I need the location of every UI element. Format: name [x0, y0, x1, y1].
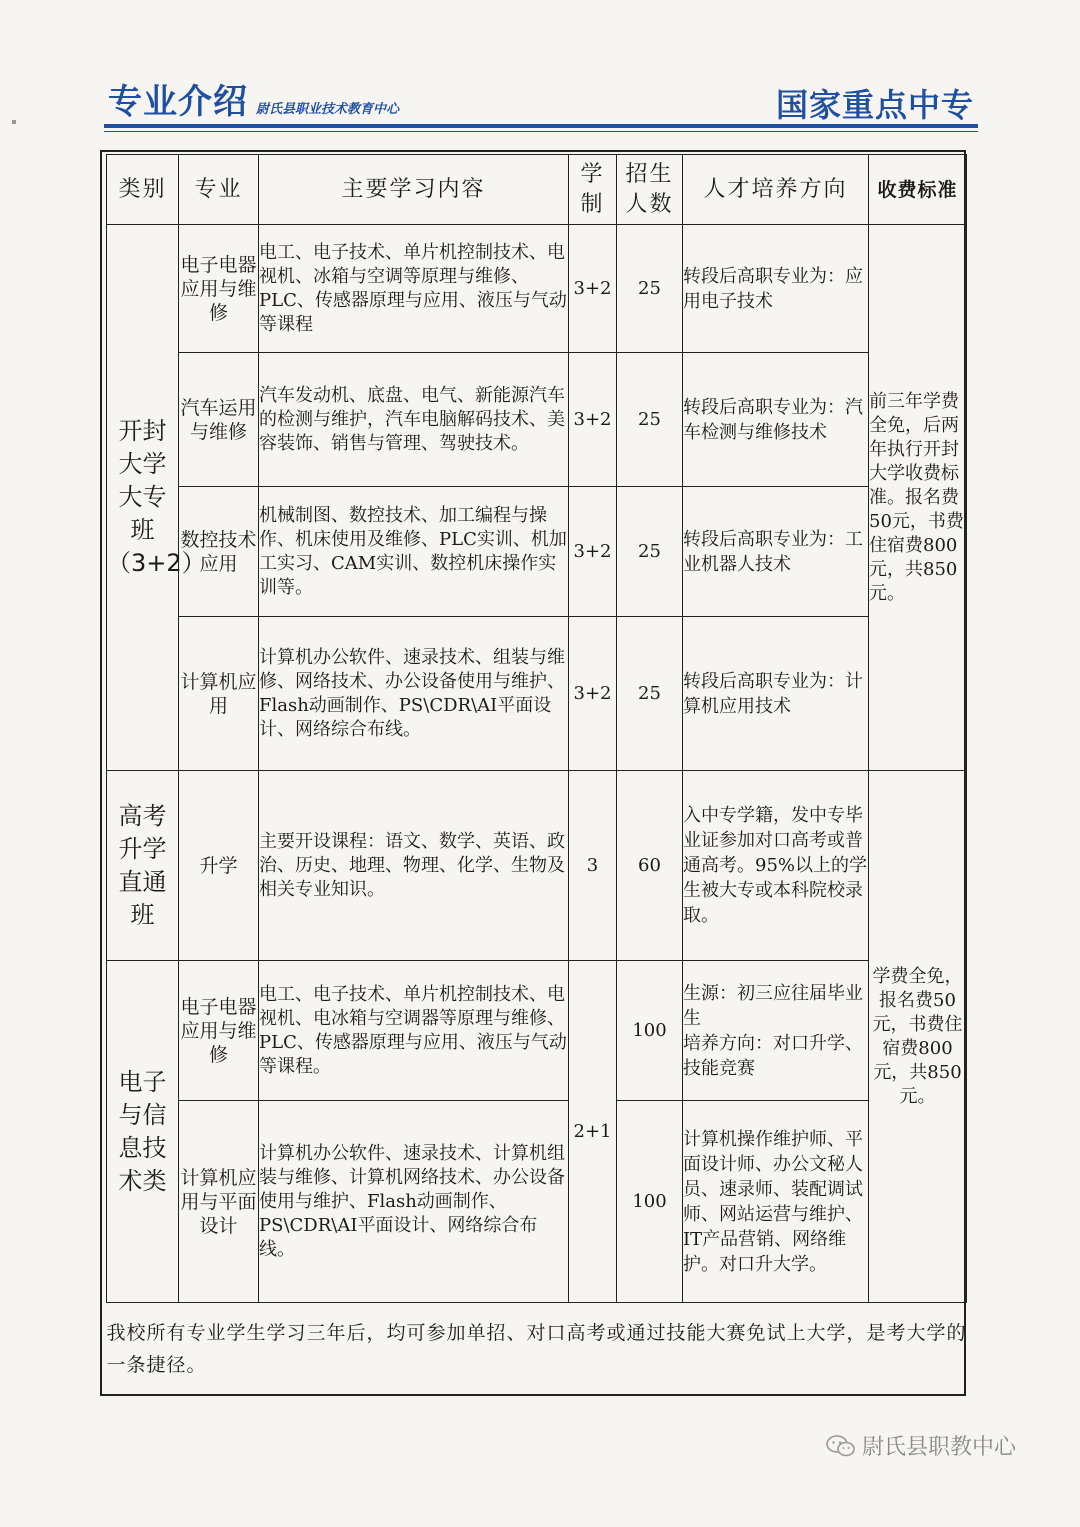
- direction-cell: 转段后高职专业为：工业机器人技术: [683, 487, 869, 617]
- header-fee: 收费标准: [869, 155, 967, 225]
- years-cell: 3: [569, 771, 617, 961]
- major-table: [106, 154, 967, 1395]
- header-category: 类别: [107, 155, 179, 225]
- fee-cell: 学费全免，报名费50元，书费住宿费800元，共850元。: [869, 771, 967, 1303]
- direction-cell: 转段后高职专业为：汽车检测与维修技术: [683, 353, 869, 487]
- category-cell: 电子与信息技术类: [107, 961, 179, 1303]
- enroll-cell: 100: [617, 1101, 683, 1303]
- content-cell: 电工、电子技术、单片机控制技术、电视机、冰箱与空调等原理与维修、PLC、传感器原理与应用、液压与气动等课程: [259, 225, 569, 353]
- direction-cell: 入中专学籍，发中专毕业证参加对口高考或普通高考。95%以上的学生被大专或本科院校录取。: [683, 771, 869, 961]
- major-cell: 升学: [179, 771, 259, 961]
- direction-cell: 转段后高职专业为：应用电子技术: [683, 225, 869, 353]
- direction-cell: 生源：初三应往届毕业生 培养方向：对口升学、技能竞赛: [683, 961, 869, 1101]
- header-major: 专业: [179, 155, 259, 225]
- table-row: [107, 1101, 967, 1303]
- fee-cell: 前三年学费全免，后两年执行开封大学收费标准。报名费50元，书费住宿费800元，共850元。: [869, 225, 967, 771]
- header-enroll: 招生人数: [617, 155, 683, 225]
- direction-cell: 计算机操作维护师、平面设计师、办公文秘人员、速录师、装配调试师、网站运营与维护、IT产品营销、网络维护。对口升大学。: [683, 1101, 869, 1303]
- major-cell: 汽车运用与维修: [179, 353, 259, 487]
- direction-cell: 转段后高职专业为：计算机应用技术: [683, 617, 869, 771]
- table-row: [107, 617, 967, 771]
- years-cell: 2+1: [569, 961, 617, 1303]
- years-cell: 3+2: [569, 617, 617, 771]
- major-cell: 计算机应用: [179, 617, 259, 771]
- enroll-cell: 60: [617, 771, 683, 961]
- header-direction: 人才培养方向: [683, 155, 869, 225]
- category-cell: 高考升学直通班: [107, 771, 179, 961]
- header-rule: [104, 124, 978, 128]
- table-row: [107, 225, 967, 353]
- header-left: [108, 74, 399, 123]
- table-row: [107, 487, 967, 617]
- header-years: 学制: [569, 155, 617, 225]
- enroll-cell: 100: [617, 961, 683, 1101]
- header-rule-thin: [104, 131, 978, 132]
- content-cell: 主要开设课程：语文、数学、英语、政治、历史、地理、物理、化学、生物及相关专业知识。: [259, 771, 569, 961]
- scan-mark: [12, 120, 16, 124]
- page-header: [0, 0, 1080, 140]
- content-cell: 计算机办公软件、速录技术、计算机组装与维修、计算机网络技术、办公设备使用与维护、Flash动画制作、PS\CDR\AI平面设计、网络综合布线。: [259, 1101, 569, 1303]
- enroll-cell: 25: [617, 353, 683, 487]
- content-cell: 汽车发动机、底盘、电气、新能源汽车的检测与维护，汽车电脑解码技术、美容装饰、销售与管理、驾驶技术。: [259, 353, 569, 487]
- years-cell: 3+2: [569, 353, 617, 487]
- category-cell: 开封大学大专班（3+2）: [107, 225, 179, 771]
- enroll-cell: 25: [617, 225, 683, 353]
- watermark-text: 尉氏县职教中心: [862, 1435, 1017, 1460]
- header-right-title: 国家重点中专: [775, 86, 974, 124]
- content-cell: 机械制图、数控技术、加工编程与操作、机床使用及维修、PLC实训、机加工实习、CAM实训、数控机床操作实训等。: [259, 487, 569, 617]
- years-cell: 3+2: [569, 225, 617, 353]
- wechat-icon: [826, 1434, 856, 1458]
- note-cell: 我校所有专业学生学习三年后，均可参加单招、对口高考或通过技能大赛免试上大学，是考大学的一条捷径。: [107, 1303, 967, 1395]
- header-subtitle: 尉氏县职业技术教育中心: [256, 102, 400, 117]
- table-row: [107, 771, 967, 961]
- major-cell: 电子电器应用与维修: [179, 225, 259, 353]
- content-cell: 电工、电子技术、单片机控制技术、电视机、电冰箱与空调器等原理与维修、PLC、传感器原理与应用、液压与气动等课程。: [259, 961, 569, 1101]
- table-row: [107, 961, 967, 1101]
- table-row: [107, 353, 967, 487]
- enroll-cell: 25: [617, 487, 683, 617]
- header-content: 主要学习内容: [259, 155, 569, 225]
- header-title: 专业介绍: [108, 82, 248, 122]
- major-cell: 数控技术应用: [179, 487, 259, 617]
- years-cell: 3+2: [569, 487, 617, 617]
- note-row: [107, 1303, 967, 1395]
- major-cell: 计算机应用与平面设计: [179, 1101, 259, 1303]
- major-table-frame: [100, 150, 966, 1396]
- table-header-row: [107, 155, 967, 225]
- content-cell: 计算机办公软件、速录技术、组装与维修、网络技术、办公设备使用与维护、Flash动画制作、PS\CDR\AI平面设计、网络综合布线。: [259, 617, 569, 771]
- watermark: [826, 1430, 1016, 1461]
- major-cell: 电子电器应用与维修: [179, 961, 259, 1101]
- enroll-cell: 25: [617, 617, 683, 771]
